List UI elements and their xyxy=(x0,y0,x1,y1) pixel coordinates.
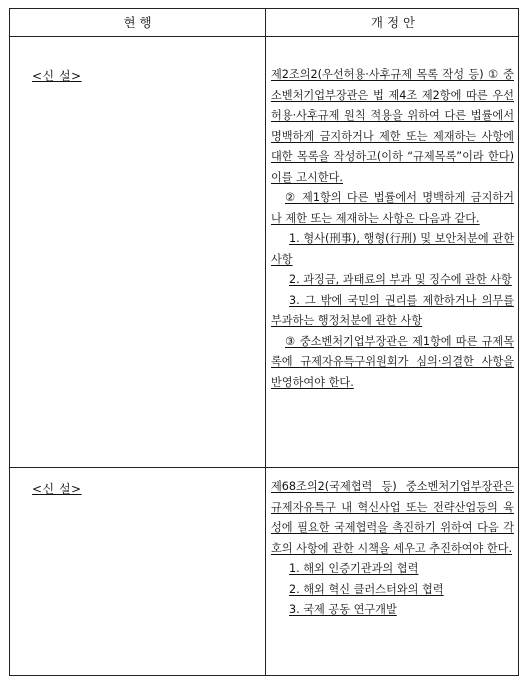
row1-revised-text xyxy=(271,65,514,393)
row-divider xyxy=(10,467,518,468)
row2-revised-text xyxy=(271,477,514,621)
comparison-table xyxy=(9,8,519,676)
article-68-2-item-1: 1. 해외 인증기관과의 협력 xyxy=(289,562,419,575)
row2-current-new-mark: <신 설> xyxy=(32,482,82,496)
header-revised: 개 정 안 xyxy=(370,15,416,30)
article-2-2-item-3: 3. 그 밖에 국민의 권리를 제한하거나 의무를 부과하는 행정처분에 관한 사항 xyxy=(271,293,514,327)
column-divider xyxy=(265,9,266,675)
table-header xyxy=(10,9,518,37)
article-68-2-item-2: 2. 해외 혁신 클러스터와의 협력 xyxy=(289,582,444,596)
article-2-2-item-1: 1. 형사(刑事), 행형(行刑) 및 보안처분에 관한 사항 xyxy=(271,232,514,266)
article-68-2-item-3: 3. 국제 공동 연구개발 xyxy=(289,603,397,616)
article-2-2-para-1: 제2조의2(우선허용·사후규제 목록 작성 등) ① 중소벤처기업부장관은 법 제4조 제2항에 따른 우선허용·사후규제 원칙 적용을 위하여 다른 법률에서 명백하게 금지하거나 제한 또는 제재하는 사항에 대한 목록을 작성하고(이하 “규제목록”이라 한다) 이를 고시한다. xyxy=(271,68,514,184)
article-68-2-para-1: 제68조의2(국제협력 등) 중소벤처기업부장관은 규제자유특구 내 혁신사업 또는 전략산업등의 육성에 필요한 국제협력을 촉진하기 위하여 다음 각 호의 사항에 관한 시책을 세우고 추진하여야 한다. xyxy=(271,480,514,555)
article-2-2-para-3: ③ 중소벤처기업부장관은 제1항에 따른 규제목록에 규제자유특구위원회가 심의·의결한 사항을 반영하여야 한다. xyxy=(271,334,514,389)
header-current: 현 행 xyxy=(123,15,152,30)
row1-current-new-mark: <신 설> xyxy=(32,69,82,83)
article-2-2-para-2: ② 제1항의 다른 법률에서 명백하게 금지하거나 제한 또는 제재하는 사항은 다음과 같다. xyxy=(271,191,514,225)
article-2-2-item-2: 2. 과징금, 과태료의 부과 및 징수에 관한 사항 xyxy=(289,273,512,286)
